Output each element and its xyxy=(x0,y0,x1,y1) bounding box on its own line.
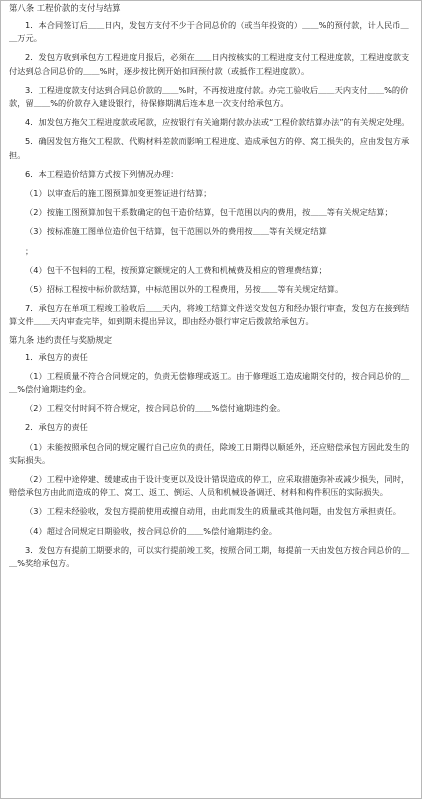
paragraph: 1．承包方的责任 xyxy=(25,351,88,362)
article-9-body xyxy=(9,351,411,571)
paragraph: 6．本工程造价结算方式按下列情况办理： xyxy=(25,168,179,179)
paragraph: 1．本合同签订后＿＿日内，发包方支付不少于合同总价的（或当年投资的）＿＿%的预付款，计人民币＿＿万元。 xyxy=(9,20,409,44)
paragraph: 2．承包方的责任 xyxy=(25,422,88,433)
paragraph: （5）招标工程按中标价款结算，中标范围以外的工程费用，另按＿＿等有关规定结算。 xyxy=(25,284,344,295)
paragraph: 7．承包方在单项工程竣工验收后＿＿天内，将竣工结算文件送交发包方和经办银行审查，发包方在接到结算文件＿＿天内审查完毕，如到期未提出异议，即由经办银行审定后拨款给承包方。 xyxy=(9,303,410,327)
paragraph: 3．发包方有提前工期要求的，可以实行提前竣工奖，按照合同工期，每提前一天由发包方按合同总价的＿＿%奖给承包方。 xyxy=(9,544,410,569)
paragraph: （1）未能按照承包合同的规定履行自己应负的责任，除竣工日期得以顺延外，还应赔偿承包方因此发生的实际损失。 xyxy=(9,441,410,465)
paragraph: 5．确因发包方拖欠工程款、代购材料差款而影响工程进度、造成承包方的停、窝工损失的，应由发包方承担。 xyxy=(9,136,410,160)
paragraph: （2）工程中途停建、缓建或由于设计变更以及设计错误造成的停工，应采取措施弥补或减少损失，同时，赔偿承包方由此而造成的停工、窝工、返工、倒运、人员和机械设备调迁、材料和构件积压的实际损失。 xyxy=(9,474,410,498)
paragraph: （3）按标准施工图单位造价包干结算，包干范围以外的费用按＿＿等有关规定结算 xyxy=(25,226,327,237)
paragraph: （3）工程未经验收，发包方提前使用或擅自动用，由此而发生的质量或其他问题，由发包方承担责任。 xyxy=(25,506,401,517)
paragraph: （2）工程交付时间不符合规定，按合同总价的＿＿%偿付逾期违约金。 xyxy=(25,403,286,414)
paragraph: 3．工程进度款支付达到合同总价款的＿＿%时，不再按进度付款。办完工验收后＿＿天内支付＿＿%的价款，留＿＿%的价款存入建设银行，待保修期满后连本息一次支付给承包方。 xyxy=(9,84,409,109)
paragraph: （2）按施工图预算加包干系数确定的包干造价结算，包干范围以内的费用，按＿＿等有关规定结算； xyxy=(25,207,393,218)
article-8-heading: 第八条 工程价款的支付与结算 xyxy=(9,3,121,13)
article-9-heading: 第九条 违约责任与奖励规定 xyxy=(9,334,113,345)
paragraph: ； xyxy=(25,245,34,256)
paragraph: （4）包干不包料的工程，按预算定额规定的人工费和机械费及相应的管理费结算； xyxy=(25,264,327,275)
article-8-body xyxy=(9,19,411,329)
paragraph: 4．加发包方拖欠工程进度款或尾款，应按银行有关逾期付款办法或“工程价款结算办法”的有关规定处理。 xyxy=(25,117,410,128)
paragraph: （1）工程质量不符合合同规定的，负责无偿修理或返工。由于修理返工造成逾期交付的，按合同总价的＿＿%偿付逾期违约金。 xyxy=(9,370,410,395)
paragraph: （1）以审查后的施工图预算加变更签证进行结算； xyxy=(25,188,212,199)
paragraph: （4）超过合同规定日期验收，按合同总价的＿＿%偿付逾期违约金。 xyxy=(25,525,277,536)
paragraph: 2．发包方收到承包方工程进度月报后，必须在＿＿日内按核实的工程进度支付工程进度款，工程进度款支付达到总合同总价的＿＿%时，逐步按比例开始扣回预付款（或抵作工程进度款）。 xyxy=(9,52,410,76)
